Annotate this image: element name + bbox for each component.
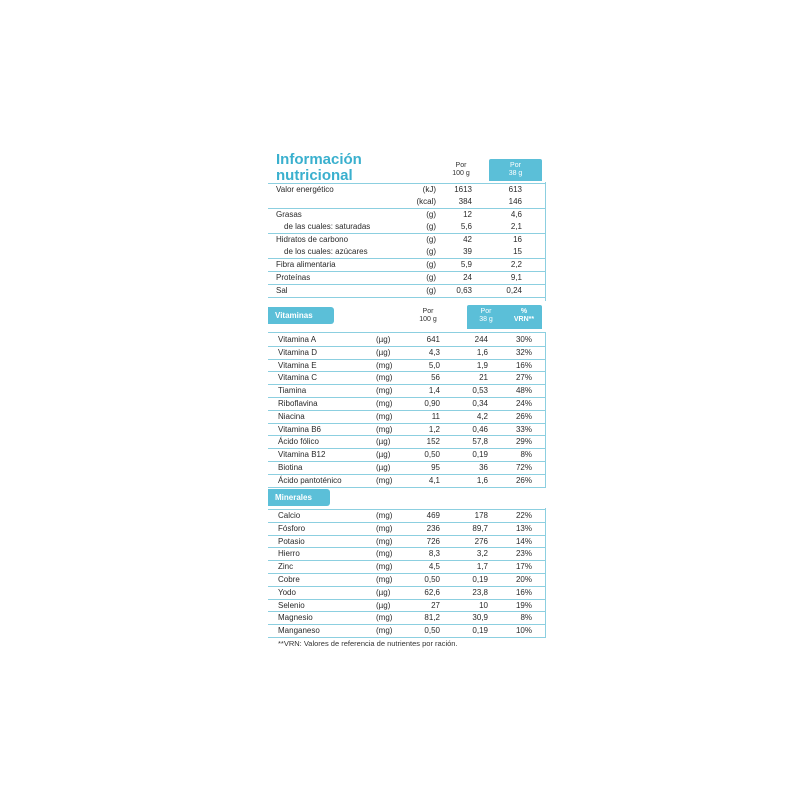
value-per-38g: 16	[513, 235, 522, 244]
value-per-100g: 8,3	[428, 549, 440, 559]
value-per-100g: 0,90	[424, 398, 440, 408]
value-per-100g: 24	[463, 273, 472, 282]
nutrient-unit: (g)	[426, 273, 436, 282]
table-row	[268, 360, 546, 373]
value-per-100g: 81,2	[424, 613, 440, 623]
nutrient-name: Sal	[276, 286, 288, 295]
nutrient-name: Cobre	[278, 574, 300, 584]
vitamins-header-blue	[467, 305, 542, 329]
nutrient-name: Yodo	[278, 587, 296, 597]
table-row	[268, 536, 546, 549]
value-per-38g: 10	[479, 600, 488, 610]
vitamins-header-per-100g: Por 100 g	[419, 308, 437, 323]
nutrient-name: de los cuales: azúcares	[284, 247, 368, 256]
value-vrn: 16%	[515, 360, 532, 370]
table-right-border	[545, 508, 546, 638]
nutrient-name: Ácido pantoténico	[278, 475, 342, 485]
nutrition-table	[268, 184, 546, 298]
value-per-38g: 1,9	[476, 360, 488, 370]
value-per-100g: 1,4	[428, 386, 440, 396]
table-row	[268, 347, 546, 360]
value-vrn: 30%	[515, 335, 532, 344]
value-per-38g: 2,1	[510, 222, 522, 231]
nutrient-unit: (g)	[426, 222, 436, 231]
nutrient-unit: (mg)	[376, 360, 393, 370]
value-per-38g: 1,6	[476, 347, 488, 357]
value-vrn: 20%	[515, 574, 532, 584]
nutrient-unit: (µg)	[376, 450, 391, 460]
nutrient-unit: (g)	[426, 210, 436, 219]
value-vrn: 10%	[515, 626, 532, 636]
value-vrn: 8%	[520, 613, 532, 623]
nutrient-name: Grasas	[276, 210, 302, 219]
nutrient-name: de las cuales: saturadas	[284, 222, 371, 231]
nutrient-unit: (mg)	[376, 523, 393, 533]
value-vrn: 24%	[515, 398, 532, 408]
value-per-100g: 11	[431, 411, 440, 421]
nutrient-unit: (mg)	[376, 475, 393, 485]
nutrient-unit: (mg)	[376, 549, 393, 559]
value-per-100g: 12	[463, 210, 472, 219]
nutrient-name: Vitamina B12	[278, 450, 326, 460]
table-row	[268, 221, 546, 234]
nutrient-unit: (µg)	[376, 462, 391, 472]
nutrient-name: Biotina	[278, 462, 303, 472]
nutrient-unit: (µg)	[376, 600, 391, 610]
value-per-100g: 1613	[454, 185, 472, 194]
table-row	[268, 449, 546, 462]
value-per-100g: 0,63	[456, 286, 472, 295]
value-per-100g: 1,2	[428, 424, 440, 434]
vitamins-header-vrn: % VRN**	[513, 308, 535, 323]
value-per-38g: 0,19	[472, 574, 488, 584]
nutrient-unit: (kcal)	[416, 197, 436, 206]
value-per-38g: 30,9	[472, 613, 488, 623]
nutrient-unit: (g)	[426, 286, 436, 295]
table-row	[268, 272, 546, 285]
value-per-38g: 0,19	[472, 626, 488, 636]
value-per-100g: 726	[426, 536, 440, 546]
value-vrn: 19%	[515, 600, 532, 610]
table-row	[268, 561, 546, 574]
nutrient-name: Hidratos de carbono	[276, 235, 349, 244]
nutrient-name: Selenio	[278, 600, 305, 610]
value-per-38g: 9,1	[510, 273, 522, 282]
table-row	[268, 462, 546, 475]
table-right-border	[545, 182, 546, 301]
value-vrn: 16%	[515, 587, 532, 597]
value-per-38g: 0,19	[472, 450, 488, 460]
value-per-38g: 178	[474, 511, 488, 520]
value-per-100g: 62,6	[424, 587, 440, 597]
nutrient-name: Vitamina B6	[278, 424, 321, 434]
table-row	[268, 574, 546, 587]
value-per-38g: 0,34	[472, 398, 488, 408]
table-row	[268, 196, 546, 209]
nutrient-unit: (mg)	[376, 562, 393, 572]
table-row	[268, 587, 546, 600]
nutrient-name: Magnesio	[278, 613, 313, 623]
value-per-38g: 89,7	[472, 523, 488, 533]
table-row	[268, 510, 546, 523]
table-row	[268, 612, 546, 625]
table-row	[268, 523, 546, 536]
vitamins-table	[268, 334, 546, 488]
nutrient-name: Riboflavina	[278, 398, 318, 408]
value-per-100g: 4,3	[428, 347, 440, 357]
value-per-38g: 57,8	[472, 437, 488, 447]
value-per-100g: 0,50	[424, 450, 440, 460]
value-per-100g: 27	[431, 600, 440, 610]
nutrient-name: Vitamina D	[278, 347, 317, 357]
value-per-38g: 613	[508, 185, 522, 194]
value-vrn: 23%	[515, 549, 532, 559]
nutrient-name: Hierro	[278, 549, 300, 559]
nutrient-name: Zinc	[278, 562, 294, 572]
nutrient-name: Fibra alimentaria	[276, 260, 336, 269]
nutrient-unit: (g)	[426, 247, 436, 256]
vitamins-tab: Vitaminas	[268, 307, 334, 324]
value-per-100g: 42	[463, 235, 472, 244]
value-per-38g: 0,46	[472, 424, 488, 434]
nutrient-name: Fósforo	[278, 523, 306, 533]
nutrient-unit: (g)	[426, 235, 436, 244]
table-row	[268, 259, 546, 272]
value-vrn: 27%	[515, 373, 532, 383]
value-per-38g: 15	[513, 247, 522, 256]
value-vrn: 17%	[515, 562, 532, 572]
value-per-38g: 244	[474, 335, 488, 344]
table-row	[268, 246, 546, 259]
nutrient-unit: (g)	[426, 260, 436, 269]
nutrient-unit: (mg)	[376, 398, 393, 408]
table-row	[268, 424, 546, 437]
table-row	[268, 548, 546, 561]
nutrient-name: Niacina	[278, 411, 305, 421]
vitamins-header-per-38g: Por 38 g	[479, 308, 493, 323]
nutrient-unit: (mg)	[376, 511, 393, 520]
table-row	[268, 436, 546, 449]
value-vrn: 26%	[515, 411, 532, 421]
value-per-100g: 236	[426, 523, 440, 533]
value-per-38g: 0,24	[506, 286, 522, 295]
header-per-100g: Por 100 g	[452, 162, 470, 177]
page-title	[276, 152, 362, 184]
table-row	[268, 385, 546, 398]
value-per-38g: 23,8	[472, 587, 488, 597]
value-per-100g: 469	[426, 511, 440, 520]
table-row	[268, 625, 546, 638]
nutrient-name: Manganeso	[278, 626, 320, 636]
divider	[268, 332, 546, 333]
nutrient-unit: (µg)	[376, 335, 391, 344]
value-per-38g: 1,6	[476, 475, 488, 485]
title-line-1: Información	[276, 151, 362, 168]
value-per-100g: 641	[426, 335, 440, 344]
nutrient-name: Calcio	[278, 511, 301, 520]
value-per-100g: 5,6	[460, 222, 472, 231]
nutrient-name: Tiamina	[278, 386, 307, 396]
value-vrn: 26%	[515, 475, 532, 485]
value-per-100g: 0,50	[424, 626, 440, 636]
value-per-100g: 95	[431, 462, 440, 472]
value-per-100g: 4,5	[428, 562, 440, 572]
value-per-100g: 384	[458, 197, 472, 206]
value-per-38g: 36	[479, 462, 488, 472]
nutrient-name: Ácido fólico	[278, 437, 319, 447]
nutrient-unit: (mg)	[376, 424, 393, 434]
value-vrn: 8%	[520, 450, 532, 460]
value-per-100g: 56	[431, 373, 440, 383]
footnote: **VRN: Valores de referencia de nutrientes por ración.	[278, 639, 458, 648]
table-row	[268, 334, 546, 347]
table-row	[268, 600, 546, 613]
value-per-38g: 276	[474, 536, 488, 546]
nutrient-unit: (mg)	[376, 613, 393, 623]
table-row	[268, 372, 546, 385]
nutrient-unit: (µg)	[376, 437, 391, 447]
nutrient-name: Vitamina E	[278, 360, 317, 370]
value-vrn: 32%	[515, 347, 532, 357]
nutrient-name: Valor energético	[276, 185, 334, 194]
nutrient-name: Vitamina A	[278, 335, 317, 344]
nutrient-unit: (mg)	[376, 536, 393, 546]
value-vrn: 33%	[515, 424, 532, 434]
nutrient-name: Vitamina C	[278, 373, 317, 383]
table-row	[268, 184, 546, 196]
value-per-38g: 2,2	[510, 260, 522, 269]
nutrient-unit: (mg)	[376, 373, 393, 383]
value-per-38g: 4,6	[510, 210, 522, 219]
value-per-38g: 146	[508, 197, 522, 206]
table-row	[268, 398, 546, 411]
nutrient-unit: (µg)	[376, 587, 391, 597]
nutrient-unit: (kJ)	[422, 185, 436, 194]
value-per-100g: 5,9	[460, 260, 472, 269]
nutrient-unit: (µg)	[376, 347, 391, 357]
value-vrn: 22%	[515, 511, 532, 520]
nutrient-name: Proteínas	[276, 273, 311, 282]
table-row	[268, 475, 546, 488]
value-per-100g: 152	[426, 437, 440, 447]
nutrient-name: Potasio	[278, 536, 305, 546]
value-per-38g: 21	[479, 373, 488, 383]
nutrient-unit: (mg)	[376, 574, 393, 584]
value-per-38g: 0,53	[472, 386, 488, 396]
table-row	[268, 285, 546, 298]
value-vrn: 13%	[515, 523, 532, 533]
value-vrn: 48%	[515, 386, 532, 396]
minerals-table	[268, 510, 546, 638]
header-per-38g: Por 38 g	[489, 159, 542, 181]
value-per-38g: 3,2	[476, 549, 488, 559]
value-per-38g: 4,2	[476, 411, 488, 421]
value-vrn: 72%	[515, 462, 532, 472]
value-per-100g: 39	[463, 247, 472, 256]
table-right-border	[545, 332, 546, 488]
value-per-100g: 5,0	[428, 360, 440, 370]
value-vrn: 29%	[515, 437, 532, 447]
value-vrn: 14%	[515, 536, 532, 546]
value-per-100g: 4,1	[428, 475, 440, 485]
minerals-tab: Minerales	[268, 489, 330, 506]
value-per-100g: 0,50	[424, 574, 440, 584]
nutrient-unit: (mg)	[376, 411, 393, 421]
table-row	[268, 411, 546, 424]
nutrient-unit: (mg)	[376, 386, 393, 396]
table-row	[268, 234, 546, 246]
value-per-38g: 1,7	[476, 562, 488, 572]
nutrient-unit: (mg)	[376, 626, 393, 636]
table-row	[268, 209, 546, 221]
title-line-2: nutricional	[276, 167, 353, 184]
